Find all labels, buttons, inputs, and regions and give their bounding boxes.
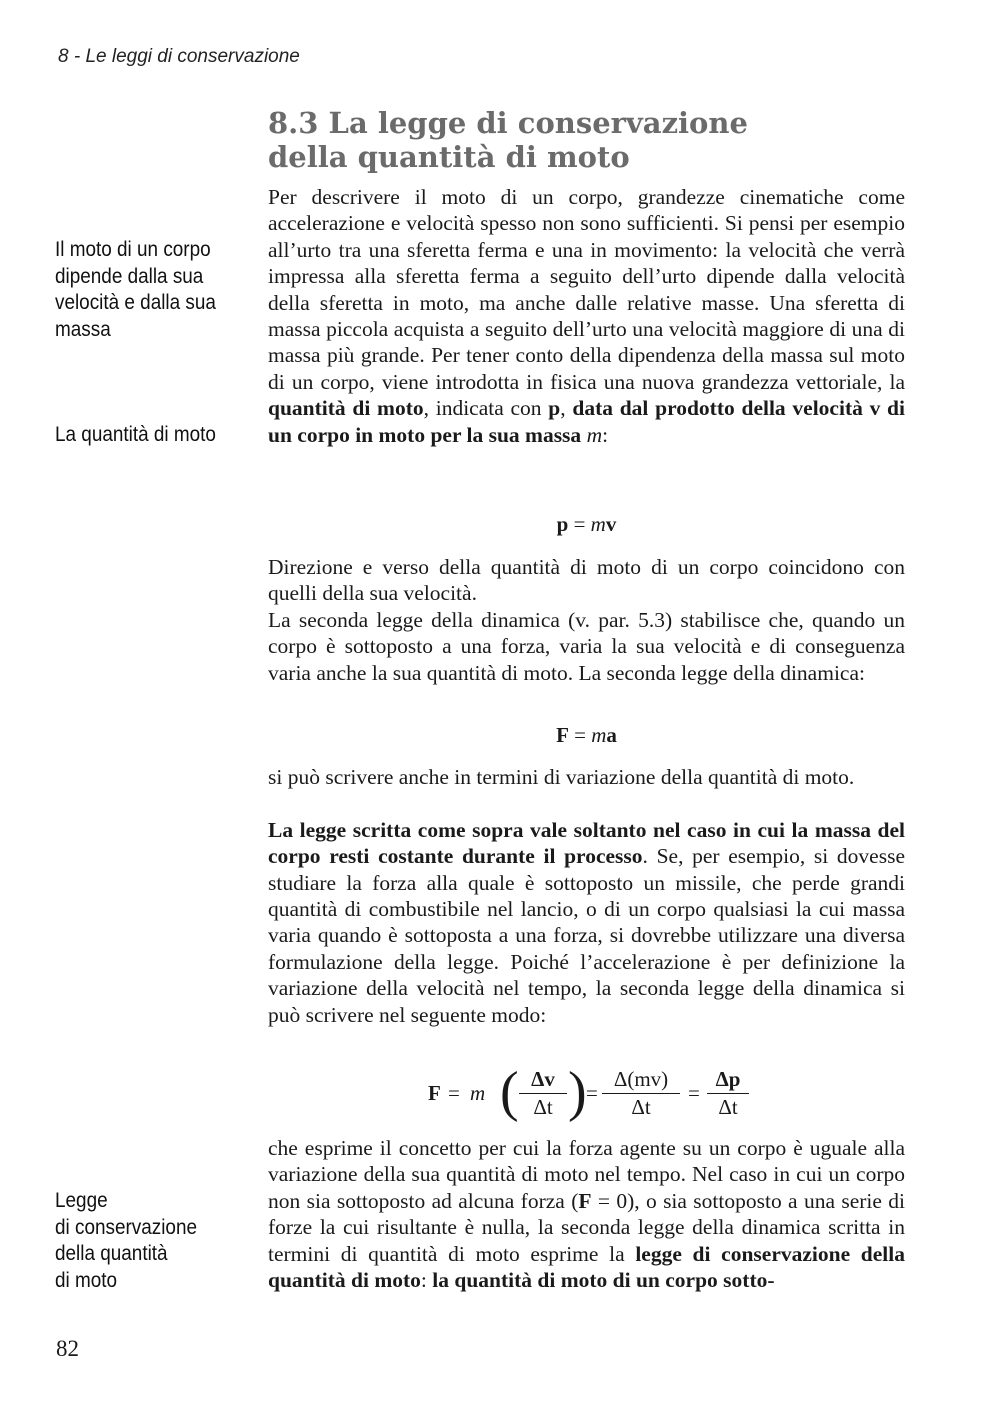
running-head: 8 - Le leggi di conservazione	[58, 46, 300, 67]
margin-note-legge-conservazione: Legge di conservazione della quantità di moto	[55, 1188, 197, 1292]
equation-force-momentum: F = m ( Δv Δt ) = Δ(mv) Δt = Δp Δt	[268, 1060, 905, 1130]
paragraph-intro: Per descrivere il moto di un corpo, grandezze cinematiche come accelerazione e velocità spesso non sono sufficienti. Si pensi per esempio all’urto tra una sferetta ferma e una in movimento: la velocità che verrà impressa alla sferetta ferma a seguito dell’urto dipende dalla velocità della sferetta in moto, ma anche dalle relative masse. Una sferetta di massa piccola acquista a seguito dell’urto una velocità maggiore di una di massa più grande. Per tener conto della dipendenza della massa sul moto di un corpo, viene introdotta in fisica una nuova grandezza vettoriale, la quantità di moto, indicata con p, data dal prodotto della velocità v di un corpo in moto per la sua massa m:	[268, 185, 905, 447]
paragraph-conservazione: che esprime il concetto per cui la forza agente su un corpo è uguale alla variazione della sua quantità di moto nel tempo. Nel caso in cui un corpo non sia sottoposto ad alcuna forza (F = 0), o sia sottoposto a una serie di forze la cui risultante è nulla, la seconda legge della dinamica scritta in termini di quantità di moto esprime la legge di conservazione della quantità di moto: la quantità di moto di un corpo sotto-	[268, 1136, 906, 1293]
paragraph-seconda-legge: La seconda legge della dinamica (v. par. 5.3) stabilisce che, quando un corpo è sottoposto a una forza, varia la sua velocità e di conseguenza varia anche la sua quantità di moto. La seconda legge della dinamica:	[268, 607, 905, 685]
section-title-line2: della quantità di moto	[268, 140, 630, 174]
fraction-dp-dt: Δp Δt	[707, 1066, 749, 1121]
margin-note-quantita-di-moto: La quantità di moto	[55, 422, 216, 446]
equation-newton: F = ma	[556, 723, 617, 747]
fraction-dmv-dt: Δ(mv) Δt	[602, 1066, 680, 1121]
section-title-line1: 8.3 La legge di conservazione	[268, 106, 748, 140]
equation-momentum: p = mv	[556, 512, 617, 536]
section-title	[268, 106, 908, 174]
margin-note-moto-corpo: Il moto di un corpo dipende dalla sua velocità e dalla sua massa	[55, 237, 216, 341]
page-number: 82	[56, 1336, 79, 1361]
paragraph-direzione: Direzione e verso della quantità di moto di un corpo coincidono con quelli della sua velocità.	[268, 555, 905, 606]
paragraph-variazione: si può scrivere anche in termini di variazione della quantità di moto.	[268, 765, 855, 789]
fraction-dv-dt: Δv Δt	[519, 1066, 567, 1121]
paragraph-massa-costante: La legge scritta come sopra vale soltanto nel caso in cui la massa del corpo resti costante durante il processo. Se, per esempio, si dovesse studiare la forza alla quale è sottoposto un missile, che perde grandi quantità di combustibile nel lancio, o di un corpo qualsiasi la cui massa varia quando è sottoposta a una forza, si dovrebbe utilizzare una diversa formulazione della legge. Poiché l’accelerazione è per definizione la variazione della velocità nel tempo, la seconda legge della dinamica si può scrivere nel seguente modo:	[268, 817, 906, 1027]
